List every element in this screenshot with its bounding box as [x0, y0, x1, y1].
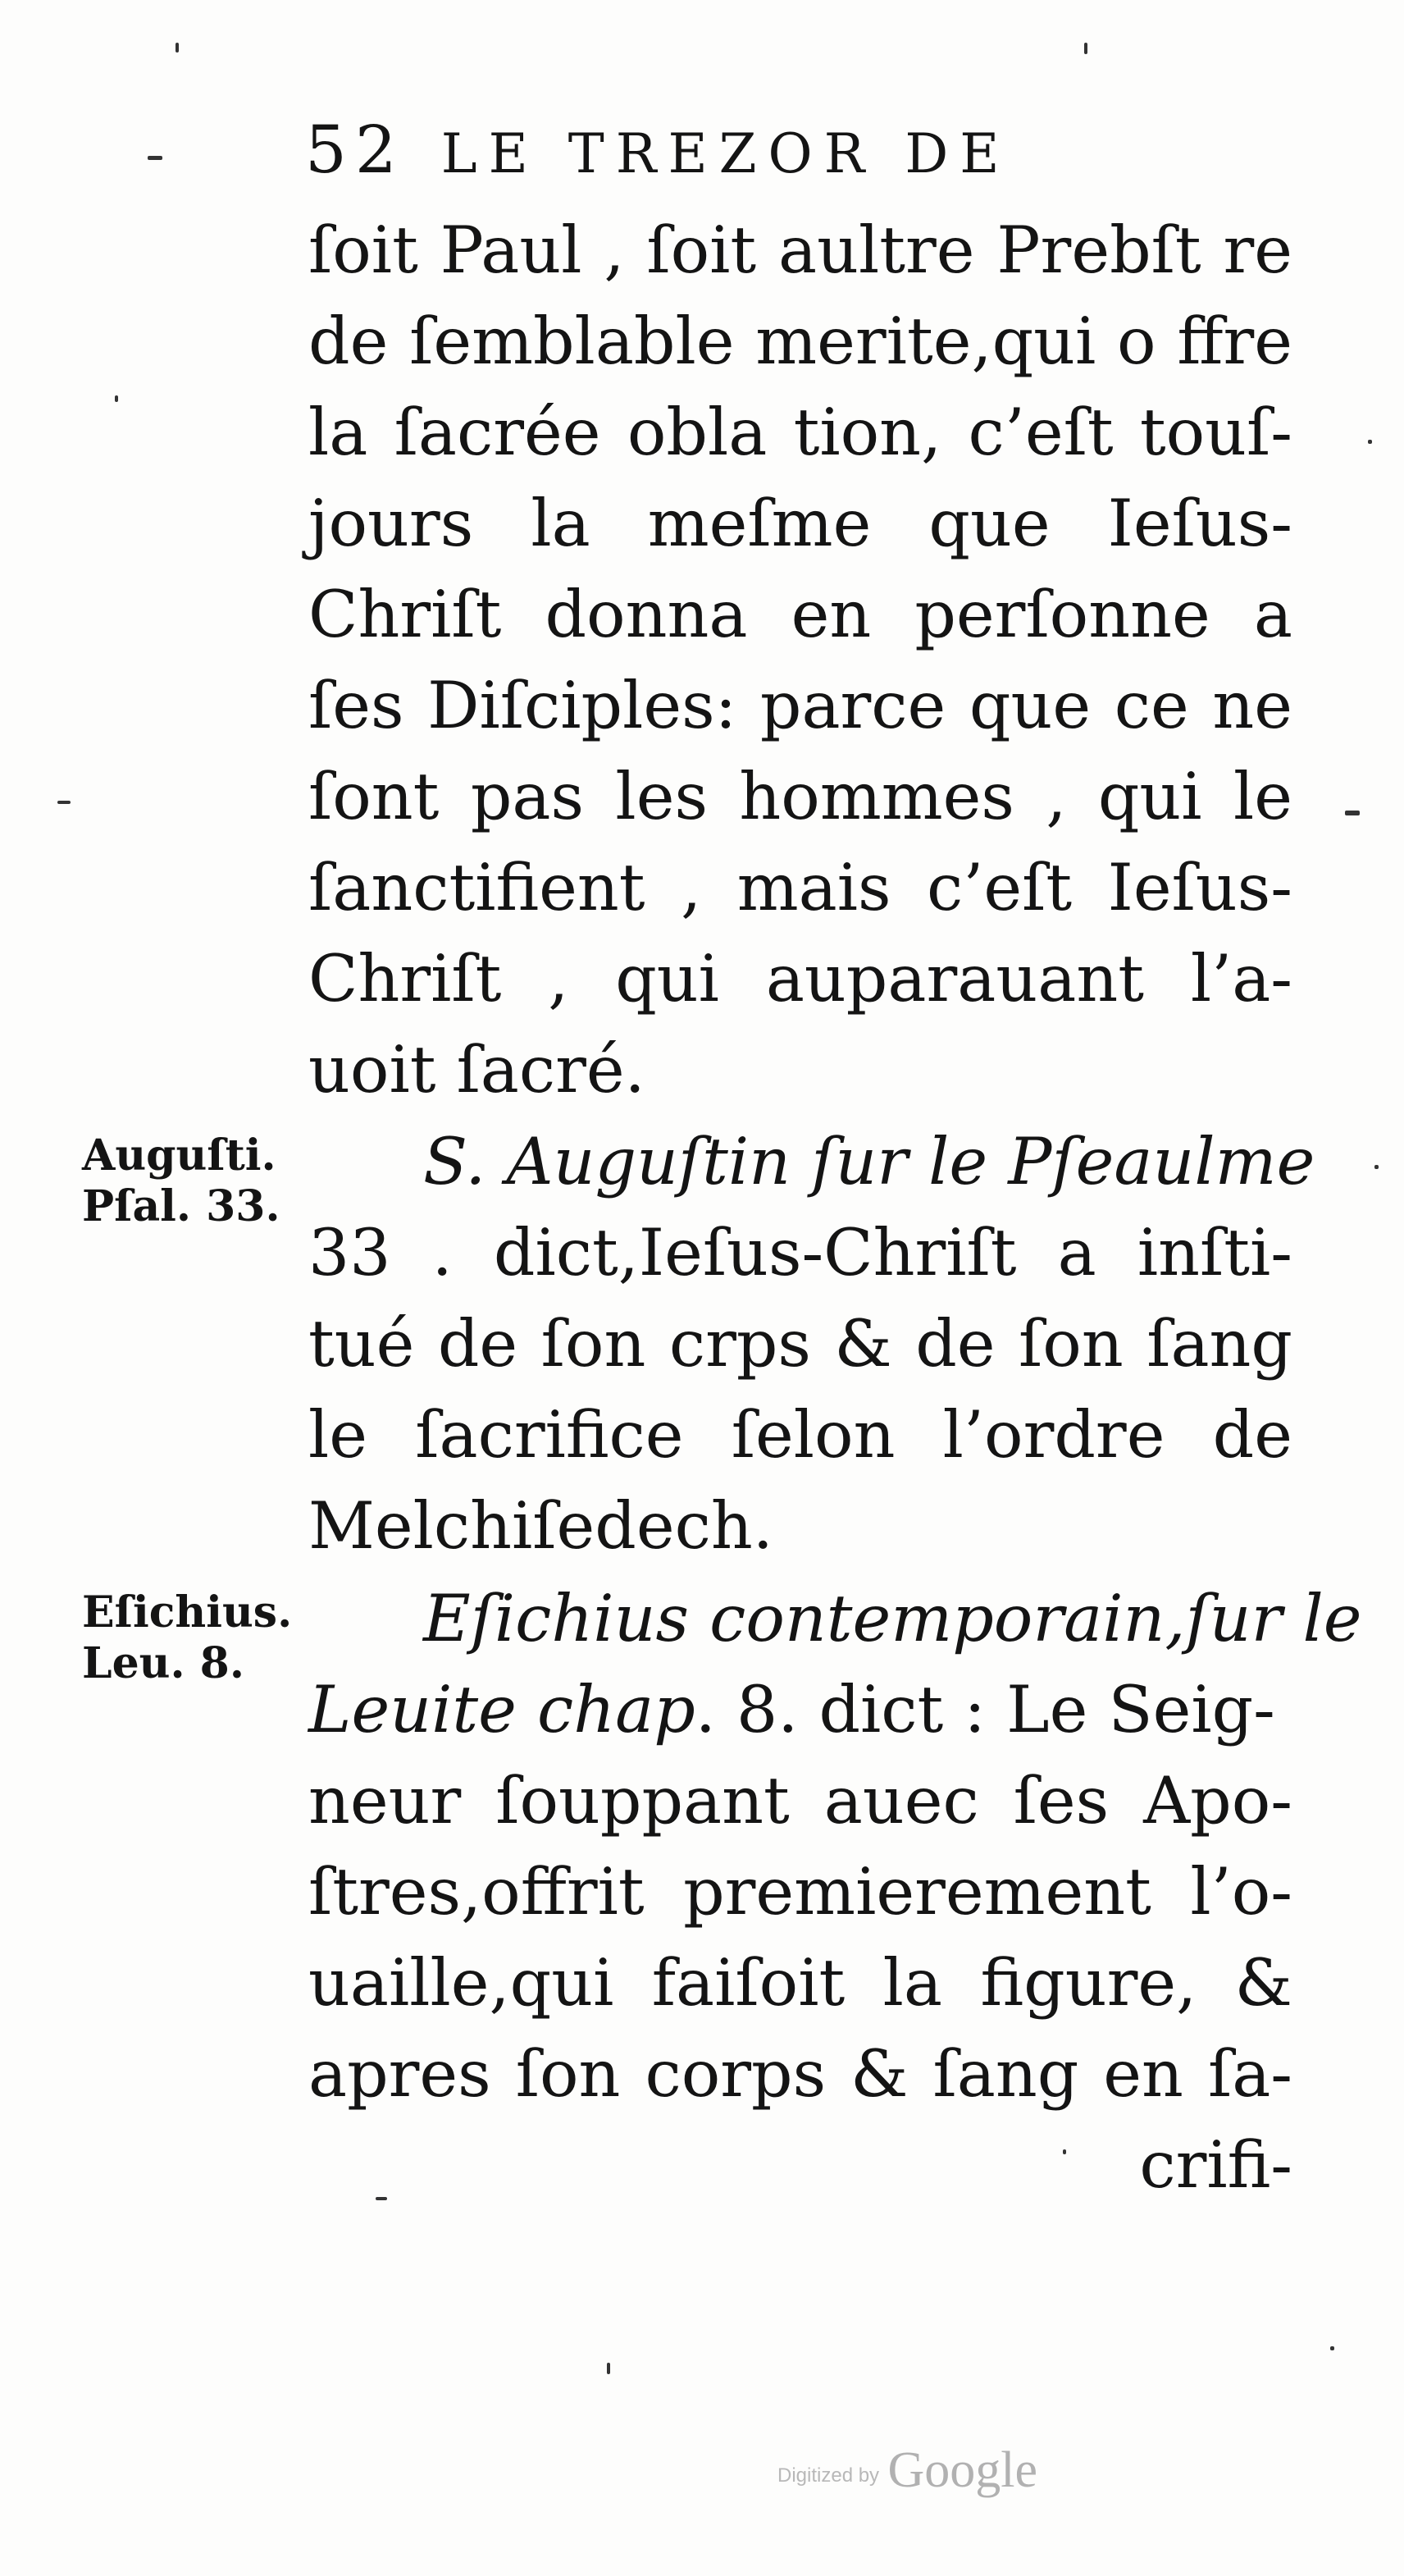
text-line: ſes Diſciples: parce que ce ne — [308, 668, 1292, 743]
margin-note-line: Eſichius. — [82, 1587, 293, 1637]
text-line: ſtres,offrit premierement l’o- — [308, 1854, 1292, 1930]
text-line: Chriſt donna en perſonne a — [308, 577, 1292, 652]
margin-note-line: Auguſti. — [82, 1130, 276, 1181]
running-title: LE TREZOR DE — [440, 122, 1011, 185]
text-line: la ſacrée obla tion, c’eſt touſ- — [308, 395, 1292, 470]
text-line: uoit ſacré. — [308, 1032, 645, 1108]
text-line: tué de ſon crps & de ſon ſang — [308, 1306, 1292, 1382]
margin-note-augustin — [82, 1130, 280, 1232]
text-line: Melchiſedech. — [308, 1488, 773, 1564]
speck — [148, 156, 162, 160]
speck — [1374, 1165, 1379, 1169]
text-line: 33 . dict,Ieſus-Chriſt a inſti- — [308, 1215, 1292, 1290]
text-line: apres ſon corps & ſang en ſa- — [308, 2036, 1292, 2112]
paragraph-3 — [308, 1573, 1362, 2211]
watermark-prefix: Digitized by — [777, 2464, 880, 2487]
roman-run: . 8. dict : Le Seig- — [695, 1672, 1275, 1747]
margin-note-esichius — [82, 1587, 292, 1689]
speck — [1345, 811, 1360, 815]
text-line: le ſacrifice ſelon l’ordre de — [308, 1397, 1292, 1473]
speck — [115, 395, 118, 402]
text-line: jours la meſme que Ieſus- — [308, 486, 1292, 561]
paragraph-2 — [308, 1117, 1315, 1572]
text-line: de ſemblable merite,qui o ffre — [308, 304, 1292, 379]
text-line: uaille,qui faiſoit la figure, & — [308, 1945, 1292, 2021]
text-line-italic: Eſichius contemporain,ſur le — [423, 1581, 1362, 1656]
speck — [607, 2363, 610, 2374]
speck — [376, 2197, 387, 2200]
text-line-mixed — [308, 1665, 1292, 1756]
google-logo: Google — [887, 2442, 1038, 2498]
speck — [1330, 2346, 1334, 2350]
margin-note-line: Pſal. 33. — [82, 1181, 280, 1231]
text-line: ſont pas les hommes , qui le — [308, 759, 1292, 834]
paragraph-1 — [308, 205, 1292, 1116]
speck — [1063, 2149, 1066, 2154]
speck — [1368, 440, 1372, 444]
catchword: crifi- — [1139, 2127, 1292, 2203]
speck — [57, 801, 71, 804]
speck — [1084, 43, 1087, 54]
digitized-watermark — [777, 2441, 1037, 2500]
text-line-italic: S. Auguſtin ſur le Pſeaulme — [423, 1124, 1315, 1199]
text-line: ſoit Paul , ſoit aultre Prebſt re — [308, 212, 1292, 288]
page-number: 52 — [305, 112, 405, 188]
italic-run: Leuite chap — [308, 1672, 695, 1747]
text-line: neur ſouppant auec ſes Apo- — [308, 1763, 1292, 1838]
running-head — [305, 113, 1010, 191]
margin-note-line: Leu. 8. — [82, 1638, 244, 1688]
text-line: Chriſt , qui auparauant l’a- — [308, 941, 1292, 1016]
speck — [176, 43, 179, 53]
text-line: ſanctifient , mais c’eſt Ieſus- — [308, 850, 1292, 925]
